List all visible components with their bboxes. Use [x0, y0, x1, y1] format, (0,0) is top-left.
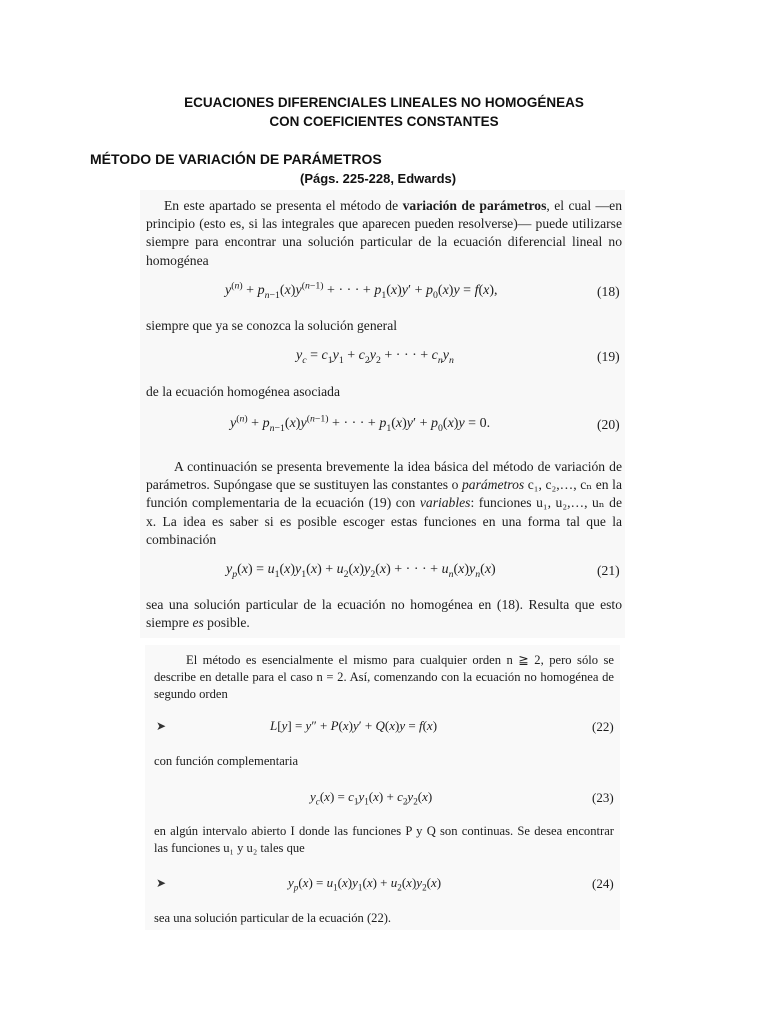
equation-21: $y_p(x) = u_1(x)y_1(x) + u_2(x)y_2(x)$ + · · · + $u_n(x)y_n(x)$ [226, 562, 496, 580]
paragraph-intro-bold: variación de parámetros [402, 198, 547, 213]
paragraph-complementary: con función complementaria [154, 754, 299, 768]
equation-number-22: (22) [592, 719, 614, 734]
equation-number-20: (20) [597, 417, 620, 432]
paragraph-conclusion-part-a: sea una solución particular de la ecuación no homogénea en (18). Resulta que esto siempre [146, 597, 622, 631]
paragraph-conclusion [146, 596, 622, 632]
equation-number-24: (24) [592, 876, 614, 891]
paragraph-interval: en algún intervalo abierto I donde las funciones P y Q son continuas. Se desea encontrar las funciones u₁ y u₂ tales que [154, 824, 614, 855]
page-title-line-2: CON COEFICIENTES CONSTANTES [269, 114, 499, 129]
equation-number-23: (23) [592, 790, 614, 805]
equation-18: $y^{(n)} + p_{n-1}(x)y^{(n-1)}$ + · · · + $p_1(x)y' + p_0(x)y = f(x)$, [225, 280, 498, 301]
equation-number-19: (19) [597, 349, 620, 364]
paragraph-idea-part-c: : funciones u₁, u₂,…, uₙ de x. La idea es saber si es posible escoger estas funciones en una forma tal que la combinación [146, 495, 622, 547]
paragraph-idea-part-b: c₁, c₂,…, cₙ en la función complementaria de la ecuación (19) con [146, 477, 622, 511]
paragraph-intro [146, 197, 622, 270]
section-title: MÉTODO DE VARIACIÓN DE PARÁMETROS [90, 151, 382, 167]
paragraph-second-order: El método es esencialmente el mismo para cualquier orden n ≧ 2, pero sólo se describe en detalle para el caso n = 2. Así, comenzando con la ecuación no homogénea de segundo orden [154, 653, 614, 701]
page-title-line-1: ECUACIONES DIFERENCIALES LINEALES NO HOMOGÉNEAS [184, 95, 584, 110]
section-reference: (Págs. 225-228, Edwards) [300, 171, 457, 186]
paragraph-idea-italic-1: parámetros [461, 477, 525, 493]
equation-23: $y_c(x) = c_1y_1(x) + c_2y_2(x)$ [310, 789, 433, 807]
paragraph-conclusion-part-b: posible. [203, 615, 250, 631]
paragraph-idea-italic-2: variables [419, 495, 471, 511]
paragraph-idea [146, 458, 622, 549]
equation-number-18: (18) [597, 284, 620, 299]
equation-24: $y_p(x) = u_1(x)y_1(x) + u_2(x)y_2(x)$ [288, 875, 442, 893]
paragraph-final: sea una solución particular de la ecuación (22). [154, 911, 392, 925]
paragraph-conclusion-italic: es [192, 615, 204, 631]
equation-20: $y^{(n)} + p_{n-1}(x)y^{(n-1)}$ + · · · + $p_1(x)y' + p_0(x)y = 0$. [230, 413, 491, 434]
equation-22: L[y] = y″ + P(x)y′ + Q(x)y = f(x) [270, 718, 438, 733]
paragraph-idea-part-a: A continuación se presenta brevemente la idea básica del método de variación de parámetros. Supóngase que se sustituyen las constantes o [146, 459, 622, 493]
paragraph-intro-part-b: , el cual —en principio (esto es, si las integrales que aparecen pueden resolverse)— puede utilizarse siempre para encontrar una solución particular de la ecuación diferencial lineal no homogénea [146, 198, 622, 268]
paragraph-intro-part-a: En este apartado se presenta el método de [164, 198, 403, 213]
equation-number-21: (21) [597, 563, 620, 578]
arrow-marker-24: ➤ [156, 876, 167, 890]
paragraph-general-solution: siempre que ya se conozca la solución general [146, 318, 397, 333]
arrow-marker-22: ➤ [156, 719, 167, 733]
equation-19: $y_c = c_1y_1 + c_2y_2$ + · · · + $c_ny_n$ [296, 348, 454, 366]
paragraph-homogeneous: de la ecuación homogénea asociada [146, 384, 340, 399]
